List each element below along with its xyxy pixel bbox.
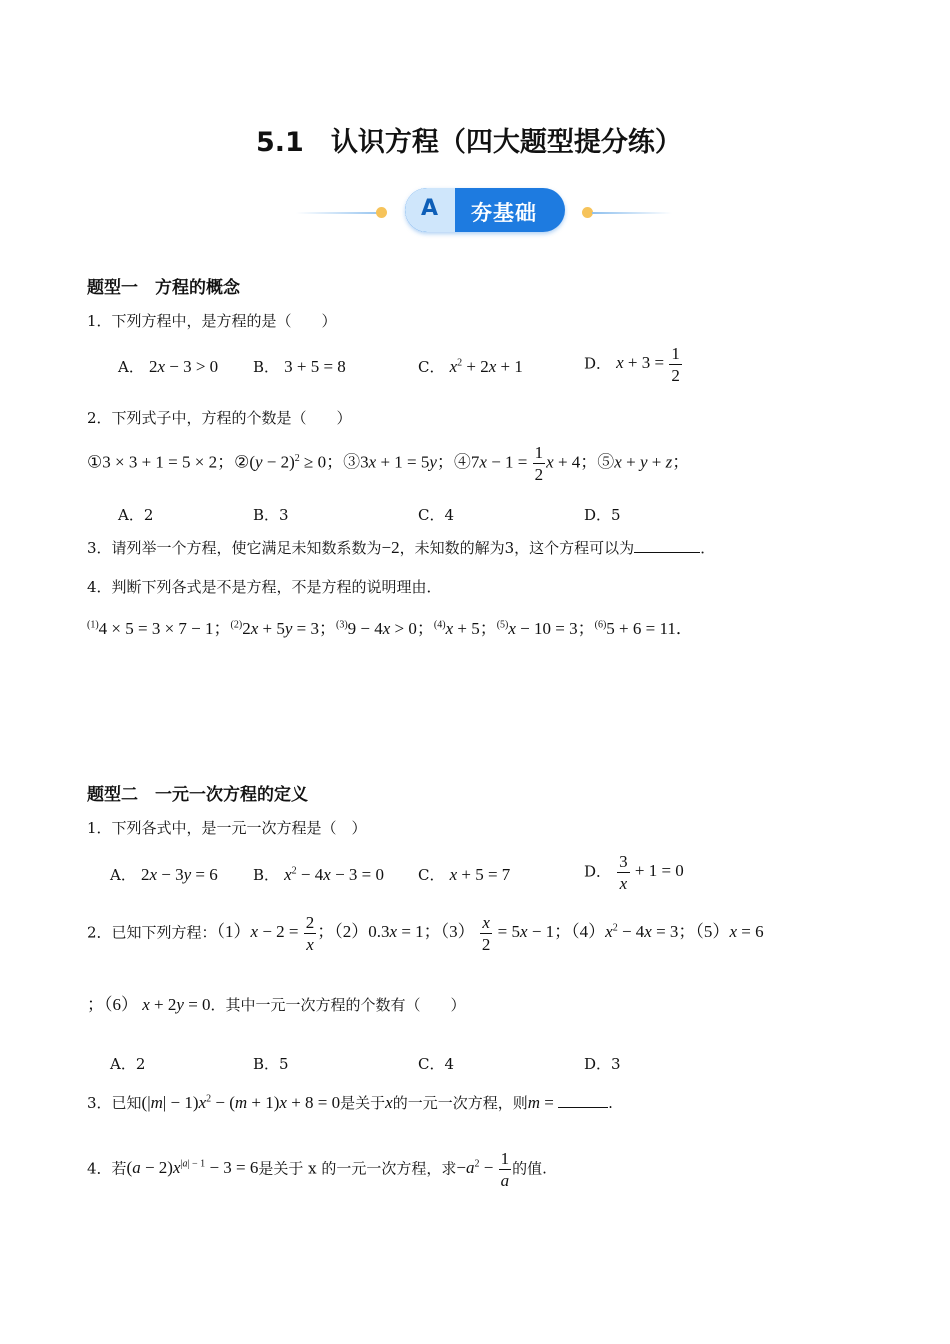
s1-q1-option-d: D． x + 3 = $\frac{1}{2}$ — [584, 344, 680, 385]
s1-q2-option-d: D．5 — [584, 506, 621, 524]
s2-q1-option-a: A． 2x − 3y = 6 — [110, 865, 218, 884]
s1-q2-option-c: C．4 — [418, 506, 455, 524]
s1-q3: 3．请列举一个方程，使它满足未知数系数为−2，未知数的解为3，这个方程可以为 ． — [87, 538, 716, 557]
s2-q2-line2: ；（6） x + 2y = 0．其中一元一次方程的个数有（ ） — [87, 995, 466, 1014]
section-badge — [405, 188, 565, 232]
s2-q2-option-c: C．4 — [418, 1055, 455, 1073]
s2-q2-option-a: A．2 — [110, 1055, 146, 1073]
page-title: 5.1 认识方程（四大题型提分练） — [256, 127, 682, 158]
badge-text: 夯基础 — [471, 201, 537, 225]
badge-dot-left — [376, 207, 387, 218]
s2-q1-option-b: B． $x^2 - 4x - 3 = 0$ — [253, 865, 384, 884]
s1-q4-stem: 4．判断下列各式是不是方程，不是方程的说明理由． — [87, 578, 442, 596]
s1-q4-expressions: $^{(1)}$4 × 5 = 3 × 7 − 1；$^{(2)}$2x + 5y = 3；$^{(3)}$9 − 4x > 0；$^{(4)}$x + 5；$^{(5)}$x − 10 = 3；$^{(6)}$5 + 6 = 11． — [87, 619, 693, 638]
badge-line-right — [592, 212, 672, 214]
s2-q1-stem: 1．下列各式中，是一元一次方程是（ ） — [87, 819, 367, 837]
s1-q1-option-c: C． $x^2 + 2x + 1$ — [418, 357, 523, 376]
s1-q1-option-b: B． 3 + 5 = 8 — [253, 357, 346, 376]
section2-heading: 题型二 一元一次方程的定义 — [87, 785, 308, 805]
s2-q4: 4．若$(a - 2)x^{|a| - 1} - 3 = 6$是关于 x 的一元一次方程，求$-a^2$ − $\frac{1}{a}$ 的值. — [87, 1149, 547, 1190]
answer-blank[interactable] — [634, 538, 700, 553]
badge-line-left — [296, 212, 386, 214]
s1-q1-stem: 1．下列方程中，是方程的是（ ） — [87, 312, 337, 330]
s2-q2-line1: 2．已知下列方程：（1）x − 2 = $\frac{2}{x}$ ；（2）0.3x = 1；（3） $\frac{x}{2}$ = 5x − 1；$(4)x^2 - 4x = 3$；（5）x = 6 — [87, 913, 764, 954]
s1-q1-option-a: A． 2x − 3 > 0 — [118, 357, 219, 376]
s1-q2-stem: 2．下列式子中，方程的个数是（ ） — [87, 409, 352, 427]
s2-q2-option-d: D．3 — [584, 1055, 621, 1073]
s1-q2-expressions: ①3 × 3 + 1 = 5 × 2；②(y − 2)$^2$ ≥ 0；③3x + 1 = 5y；④7x − 1 = $\frac{1}{2}$ x + 4；⑤x + y + z； — [87, 443, 690, 484]
s2-q3: 3．已知$(|m| - 1)x^2 - (m + 1)x + 8 = 0$是关于x的一元一次方程，则m = . — [87, 1093, 613, 1112]
badge-letter: A — [421, 196, 439, 221]
s2-q1-option-c: C． x + 5 = 7 — [418, 865, 511, 884]
answer-blank-m[interactable] — [558, 1093, 608, 1108]
s1-q2-option-b: B．3 — [253, 506, 289, 524]
section1-heading: 题型一 方程的概念 — [87, 278, 240, 298]
s2-q2-option-b: B．5 — [253, 1055, 289, 1073]
s2-q1-option-d: D． $\frac{3}{x}$ + 1 = 0 — [584, 852, 684, 893]
s1-q2-option-a: A．2 — [118, 506, 154, 524]
